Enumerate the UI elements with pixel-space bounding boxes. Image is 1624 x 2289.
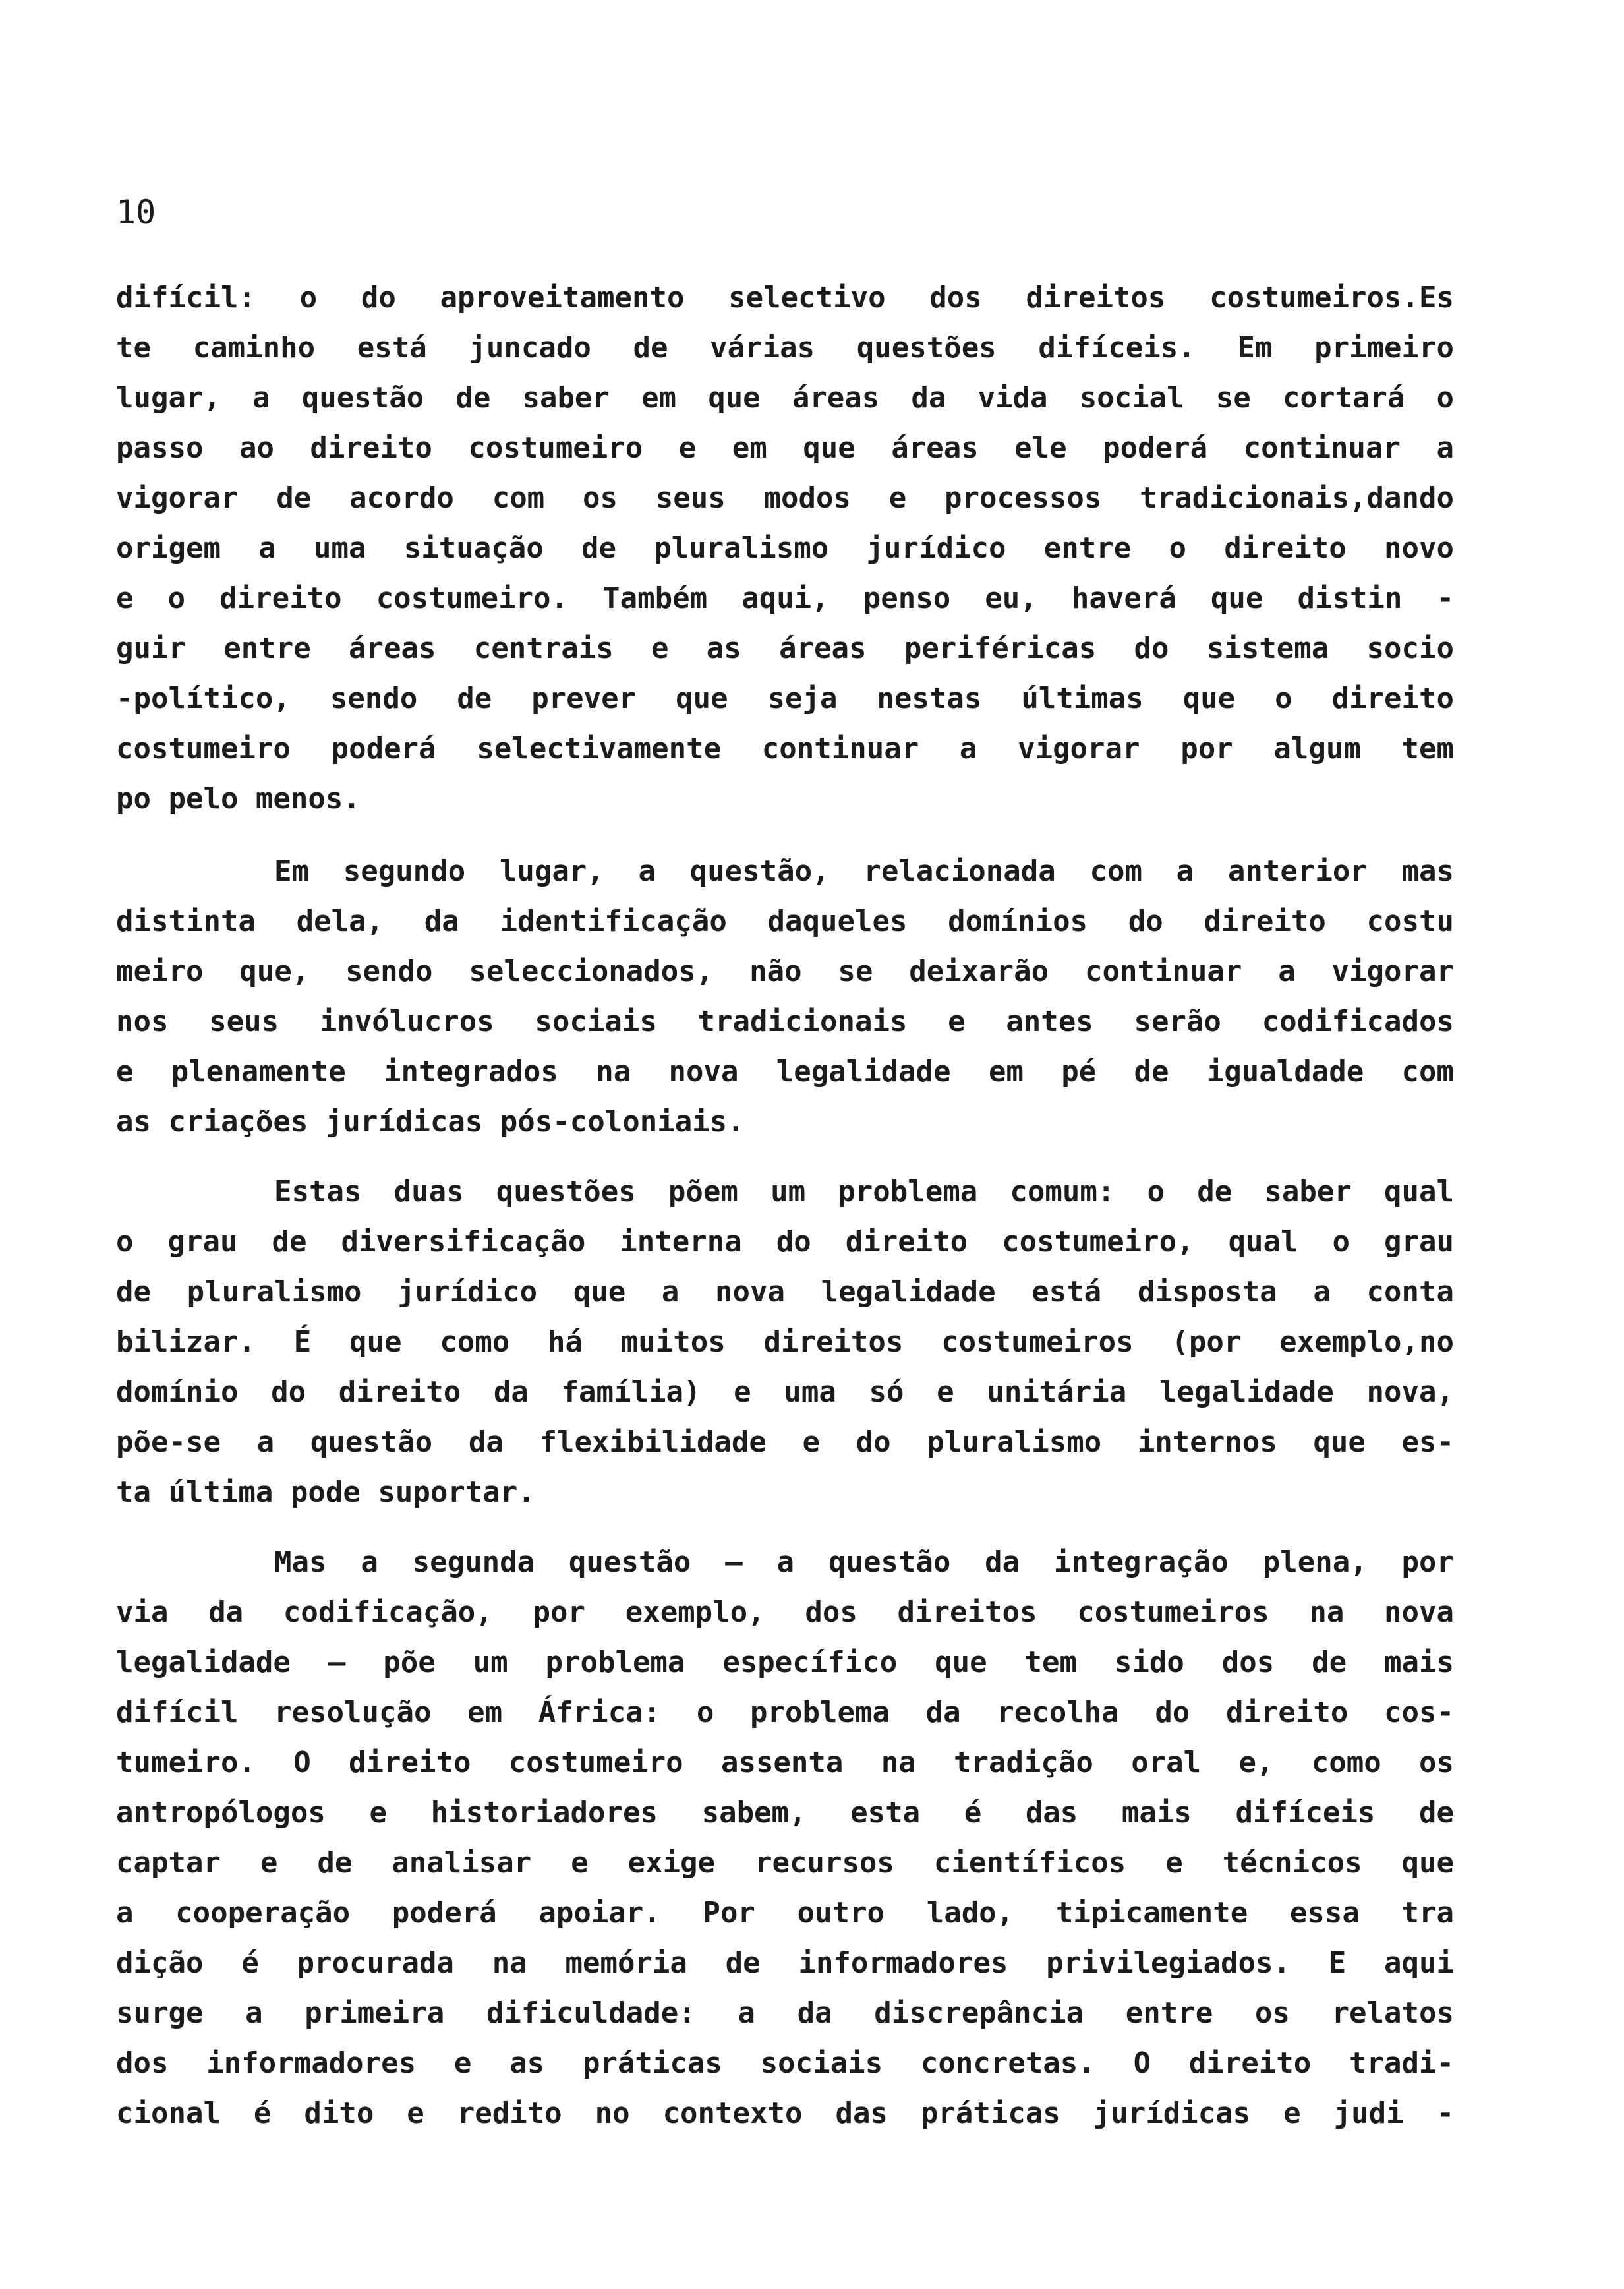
text-line: difícil resolução em África: o problema da recolha do direito cos-	[116, 1696, 1454, 1729]
paragraph-3	[116, 1167, 1454, 1518]
text-line: põe-se a questão da flexibilidade e do pluralismo internos que es-	[116, 1425, 1454, 1459]
text-line: distinta dela, da identificação daqueles domínios do direito costu	[116, 905, 1454, 938]
text-line: as criações jurídicas pós-coloniais.	[116, 1105, 745, 1139]
text-line: costumeiro poderá selectivamente continuar a vigorar por algum tem	[116, 732, 1454, 765]
text-line: antropólogos e historiadores sabem, esta é das mais difíceis de	[116, 1796, 1454, 1829]
text-line: nos seus invólucros sociais tradicionais e antes serão codificados	[116, 1005, 1454, 1038]
paragraph-2	[116, 847, 1454, 1147]
text-line: po pelo menos.	[116, 782, 361, 816]
text-line: bilizar. É que como há muitos direitos costumeiros (por exemplo,no	[116, 1325, 1454, 1359]
text-line: Estas duas questões põem um problema comum: o de saber qual	[274, 1175, 1454, 1208]
page-number: 10	[116, 193, 156, 231]
text-line: o grau de diversificação interna do direito costumeiro, qual o grau	[116, 1225, 1454, 1259]
text-line: cional é dito e redito no contexto das práticas jurídicas e judi -	[116, 2096, 1454, 2130]
text-line: captar e de analisar e exige recursos científicos e técnicos que	[116, 1846, 1454, 1880]
text-line: Mas a segunda questão — a questão da integração plena, por	[274, 1545, 1454, 1579]
paragraph-1	[116, 273, 1454, 824]
paragraph-4	[116, 1537, 1454, 2139]
text-line: a cooperação poderá apoiar. Por outro lado, tipicamente essa tra	[116, 1896, 1454, 1930]
text-line: ta última pode suportar.	[116, 1475, 535, 1509]
text-line: difícil: o do aproveitamento selectivo dos direitos costumeiros.Es	[116, 281, 1454, 314]
text-line: Em segundo lugar, a questão, relacionada com a anterior mas	[274, 854, 1454, 888]
text-line: te caminho está juncado de várias questões difíceis. Em primeiro	[116, 331, 1454, 365]
text-line: domínio do direito da família) e uma só e unitária legalidade nova,	[116, 1375, 1454, 1409]
text-line: e o direito costumeiro. Também aqui, penso eu, haverá que distin -	[116, 581, 1454, 615]
text-line: surge a primeira dificuldade: a da discrepância entre os relatos	[116, 1996, 1454, 2030]
text-line: guir entre áreas centrais e as áreas periféricas do sistema socio	[116, 632, 1454, 665]
text-line: origem a uma situação de pluralismo jurídico entre o direito novo	[116, 531, 1454, 565]
text-line: via da codificação, por exemplo, dos direitos costumeiros na nova	[116, 1595, 1454, 1629]
text-line: passo ao direito costumeiro e em que áreas ele poderá continuar a	[116, 431, 1454, 465]
text-line: lugar, a questão de saber em que áreas da vida social se cortará o	[116, 381, 1454, 415]
text-line: legalidade — põe um problema específico que tem sido dos de mais	[116, 1646, 1454, 1679]
text-line: meiro que, sendo seleccionados, não se deixarão continuar a vigorar	[116, 955, 1454, 988]
text-line: de pluralismo jurídico que a nova legalidade está disposta a conta	[116, 1275, 1454, 1309]
text-line: -político, sendo de prever que seja nestas últimas que o direito	[116, 682, 1454, 715]
text-line: tumeiro. O direito costumeiro assenta na tradição oral e, como os	[116, 1746, 1454, 1779]
text-line: dição é procurada na memória de informadores privilegiados. E aqui	[116, 1946, 1454, 1980]
text-line: e plenamente integrados na nova legalidade em pé de igualdade com	[116, 1055, 1454, 1088]
text-line: dos informadores e as práticas sociais concretas. O direito tradi-	[116, 2046, 1454, 2080]
text-line: vigorar de acordo com os seus modos e processos tradicionais,dando	[116, 481, 1454, 515]
